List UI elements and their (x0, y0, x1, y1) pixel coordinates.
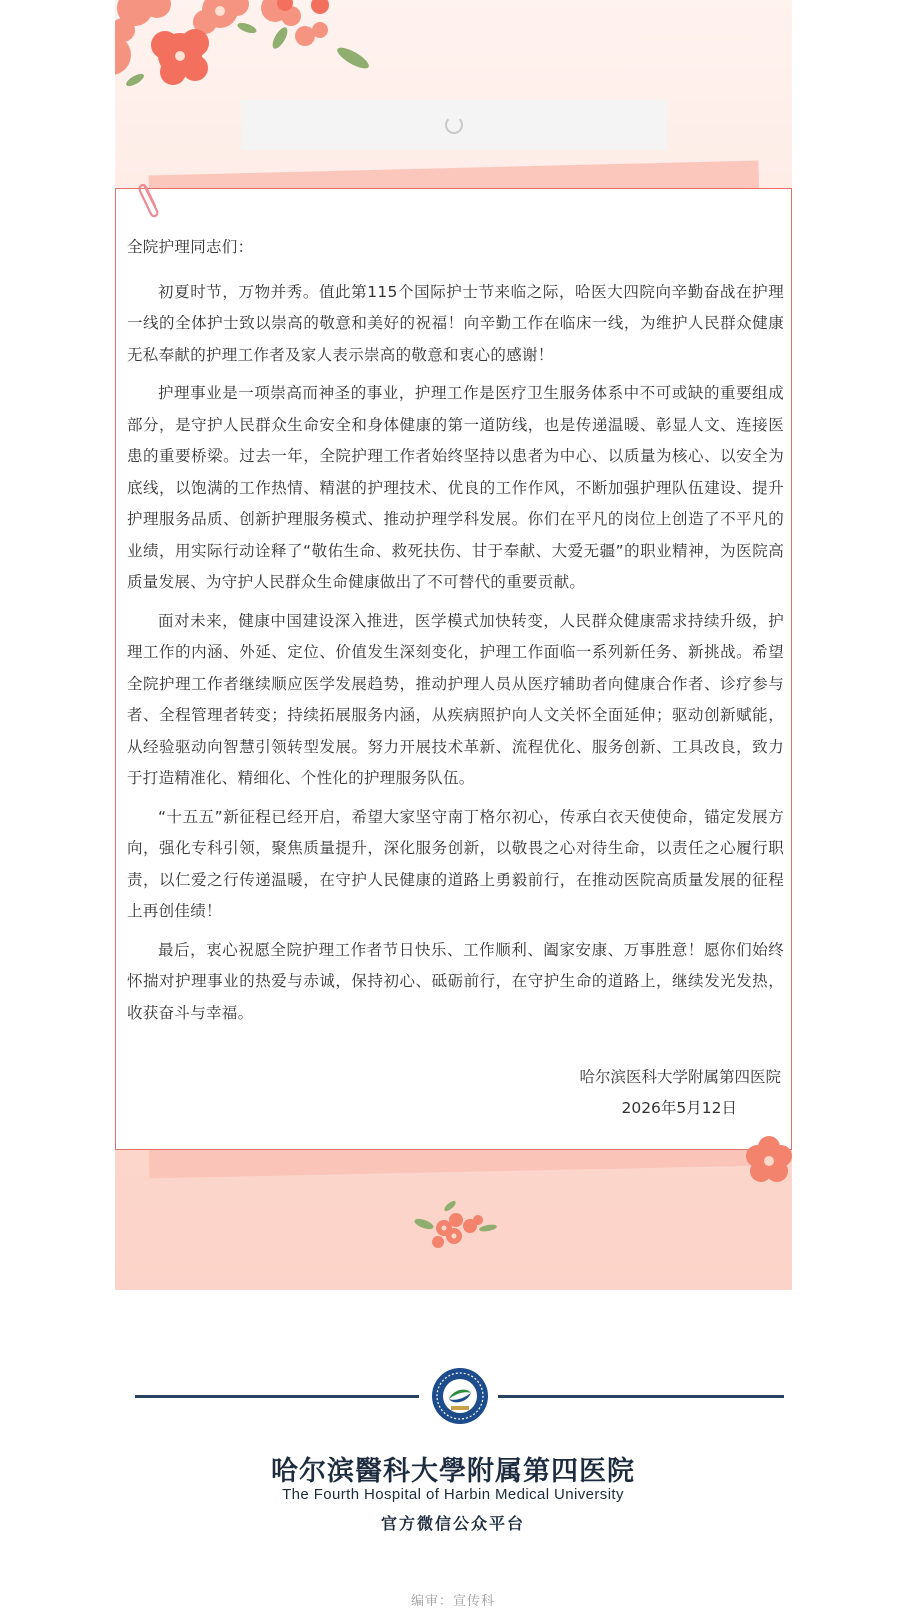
flower-decoration-icon (115, 0, 375, 95)
greeting-poster (115, 0, 792, 1290)
letter-date: 2026年5月12日 (621, 1099, 737, 1117)
editor-credit: 编审：宣传科 (410, 1594, 495, 1609)
hospital-name-en: The Fourth Hospital of Harbin Medical University (282, 1486, 624, 1503)
letter-greeting: 全院护理同志们： (127, 238, 254, 256)
hospital-name-cn: 哈尔滨醫科大學附属第四医院 (271, 1456, 635, 1487)
spinner-icon (445, 116, 463, 134)
footer-divider (498, 1395, 784, 1398)
hospital-logo (431, 1367, 489, 1425)
letter-paragraph: 初夏时节，万物并秀。值此第115个国际护士节来临之际，哈医大四院向辛勤奋战在护理一线的全体护士致以崇高的敬意和美好的祝福！向辛勤工作在临床一线，为维护人民群众健康无私奉献的护理工作者及家人表示崇高的敬意和衷心的感谢！ (127, 282, 784, 364)
letter-signature-block (579, 1062, 781, 1124)
letter-paper (115, 188, 792, 1150)
flower-decoration-icon (410, 1200, 500, 1252)
letter-signature: 哈尔滨医科大学附属第四医院 (579, 1068, 781, 1086)
platform-label: 官方微信公众平台 (380, 1514, 525, 1533)
letter-paragraph: 面对未来，健康中国建设深入推进，医学模式加快转变，人民群众健康需求持续升级，护理工作的内涵、外延、定位、价值发生深刻变化，护理工作面临一系列新任务、新挑战。希望全院护理工作者继续顺应医学发展趋势，推动护理人员从医疗辅助者向健康合作者、诊疗参与者、全程管理者转变；持续拓展服务内涵，从疾病照护向人文关怀全面延伸；驱动创新赋能，从经验驱动向智慧引领转型发展。努力开展技术革新、流程优化、服务创新、工具改良，致力于打造精准化、精细化、个性化的护理服务队伍。 (127, 611, 784, 787)
letter-paragraph: 最后，衷心祝愿全院护理工作者节日快乐、工作顺利、阖家安康、万事胜意！愿你们始终怀揣对护理事业的热爱与赤诚，保持初心、砥砺前行，在守护生命的道路上，继续发光发热，收获奋斗与幸福。 (127, 940, 784, 1022)
letter-paragraph: 护理事业是一项崇高而神圣的事业，护理工作是医疗卫生服务体系中不可或缺的重要组成部分，是守护人民群众生命安全和身体健康的第一道防线，也是传递温暖、彰显人文、连接医患的重要桥梁。过去一年，全院护理工作者始终坚持以患者为中心、以质量为核心、以安全为底线，以饱满的工作热情、精湛的护理技术、优良的工作作风，不断加强护理队伍建设、提升护理服务品质、创新护理服务模式、推动护理学科发展。你们在平凡的岗位上创造了不平凡的业绩，用实际行动诠释了“敬佑生命、救死扶伤、甘于奉献、大爱无疆”的职业精神，为医院高质量发展、为守护人民群众生命健康做出了不可替代的重要贡献。 (127, 384, 784, 591)
letter-paragraph: “十五五”新征程已经开启，希望大家坚守南丁格尔初心，传承白衣天使使命，锚定发展方向，强化专科引领，聚焦质量提升，深化服务创新，以敬畏之心对待生命，以责任之心履行职责，以仁爱之行传递温暖，在守护人民健康的道路上勇毅前行，在推动医院高质量发展的征程上再创佳绩！ (127, 807, 784, 920)
paperclip-icon (135, 177, 165, 219)
footer-divider (135, 1395, 419, 1398)
video-placeholder[interactable] (241, 100, 667, 150)
flower-decoration-icon (743, 1134, 792, 1186)
letter-body (127, 232, 784, 1036)
